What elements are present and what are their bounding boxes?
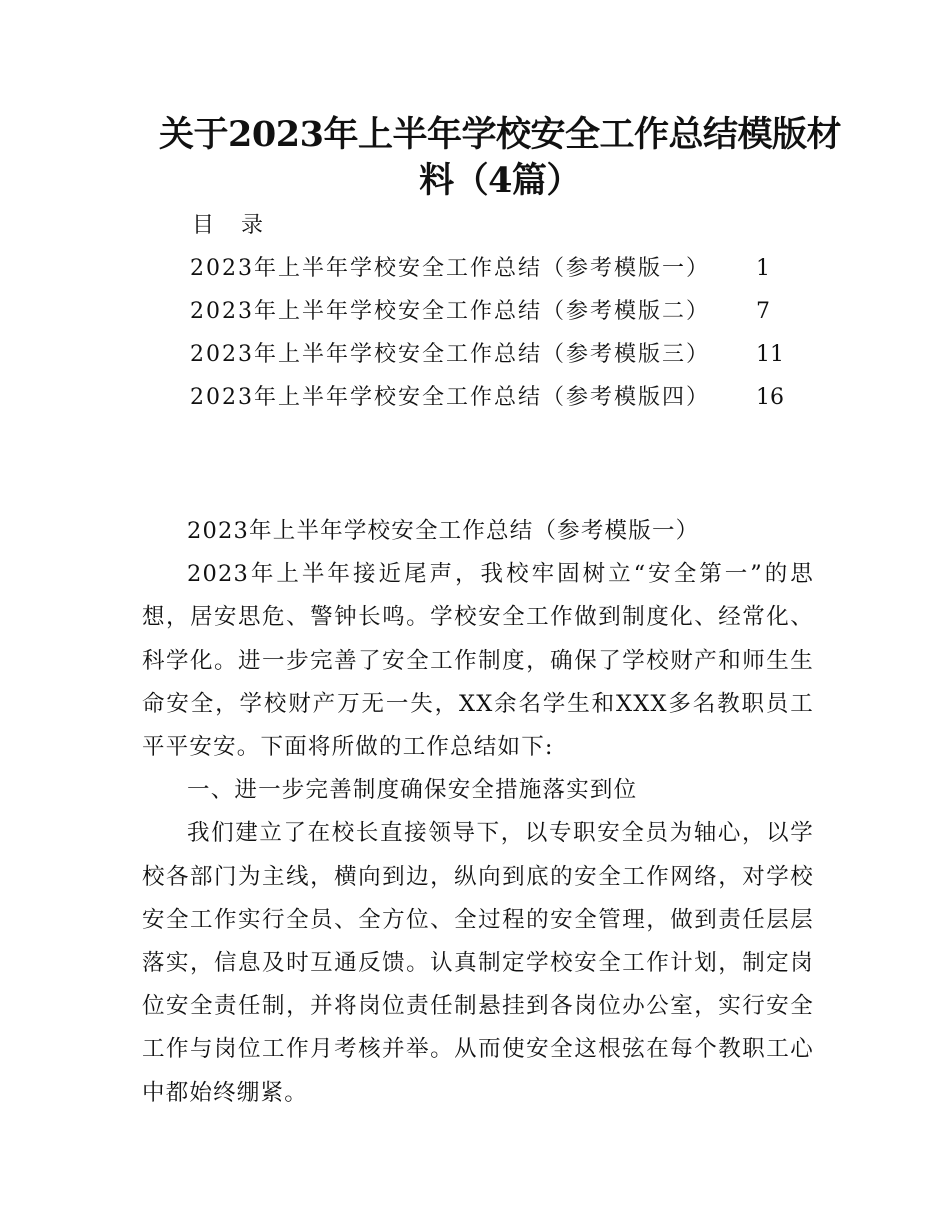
document-title: 关于2023年上半年学校安全工作总结模版材料（4篇） [159, 114, 841, 201]
toc-item-page: 16 [756, 385, 784, 410]
body-paragraph: 2023年上半年接近尾声，我校牢固树立“安全第一”的思想，居安思危、警钟长鸣。学校安全工作做到制度化、经常化、科学化。进一步完善了安全工作制度，确保了学校财产和师生生命安全，学校财产万无一失，XX余名学生和XXX多名教职员工平平安安。下面将所做的工作总结如下: [142, 561, 814, 761]
toc-heading: 目 录 [192, 213, 273, 238]
body-paragraph: 我们建立了在校长直接领导下，以专职安全员为轴心，以学校各部门为主线，横向到边，纵向到底的安全工作网络，对学校安全工作实行全员、全方位、全过程的安全管理，做到责任层层落实，信息及时互通反馈。认真制定学校安全工作计划，制定岗位安全责任制，并将岗位责任制悬挂到各岗位办公室，实行安全工作与岗位工作月考核并举。从而使安全这根弦在每个教职工心中都始终绷紧。 [142, 820, 814, 1106]
body-paragraph: 一、进一步完善制度确保安全措施落实到位 [187, 777, 638, 804]
toc-item-label: 2023年上半年学校安全工作总结（参考模版一） [190, 256, 710, 281]
toc-item-page: 1 [756, 256, 770, 281]
toc-item[interactable] [190, 381, 830, 424]
toc-item-page: 7 [756, 299, 770, 324]
toc-item[interactable] [190, 338, 830, 381]
toc-item[interactable] [190, 252, 830, 295]
document-body [142, 510, 814, 1115]
toc-item-label: 2023年上半年学校安全工作总结（参考模版二） [190, 299, 710, 324]
toc-item-page: 11 [756, 342, 784, 367]
toc-item-label: 2023年上半年学校安全工作总结（参考模版三） [190, 342, 710, 367]
toc-item-label: 2023年上半年学校安全工作总结（参考模版四） [190, 385, 710, 410]
table-of-contents [190, 252, 830, 424]
section-title: 2023年上半年学校安全工作总结（参考模版一） [187, 518, 700, 544]
toc-item[interactable] [190, 295, 830, 338]
